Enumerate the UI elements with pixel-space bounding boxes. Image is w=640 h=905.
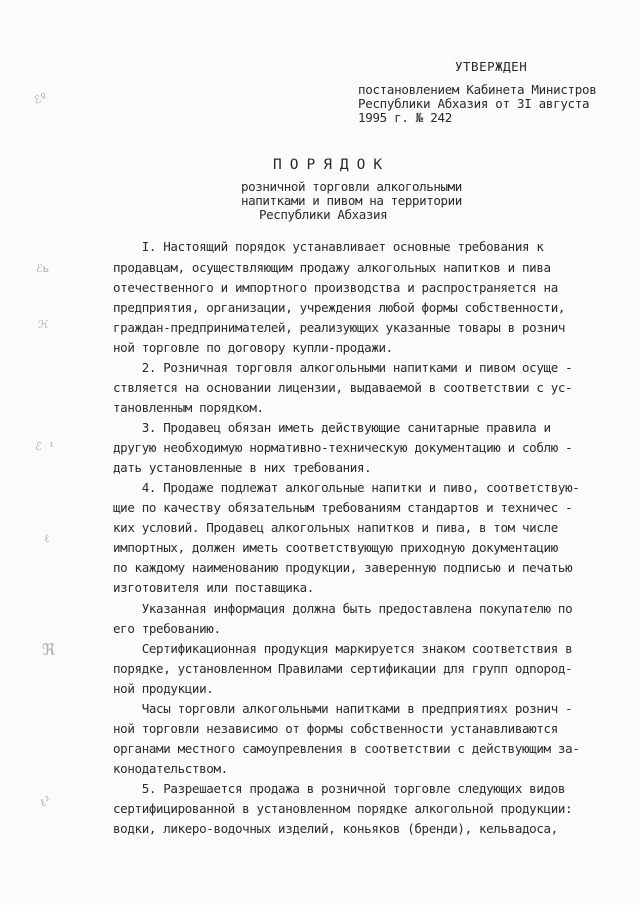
body-line: тановленным порядком. <box>113 400 264 415</box>
body-line: ствляется на основании лицензии, выдаваемой в соответствии с ус- <box>113 380 573 395</box>
body-line: Указанная информация должна быть предоставлена покупателю по <box>113 601 573 616</box>
body-line: 2. Розничная торговля алкогольными напитками и пивом осуще - <box>113 360 573 375</box>
body-line: конодательством. <box>113 761 228 776</box>
body-line: Часы торговли алкогольными напитками в предприятиях рознич - <box>113 701 573 716</box>
body-line: ной торговли независимо от формы собственности устанавливаются <box>113 721 558 736</box>
body-line: ной продукции. <box>113 681 214 696</box>
subtitle-line-2: напитками и пивом на территории <box>241 193 462 208</box>
margin-mark: ℋ <box>38 318 49 331</box>
margin-mark: ℓ <box>44 532 50 545</box>
body-line: изготовителя или поставщика. <box>113 580 314 595</box>
body-line: 5. Разрешается продажа в розничной торговле следующих видов <box>113 781 566 796</box>
body-line: ких условий. Продавец алкогольных напитков и пива, в том числе <box>113 520 558 535</box>
body-line: I. Настоящий порядок устанавливает основные требования к <box>113 239 544 254</box>
body-line: импортных, должен иметь соответствующую приходную документацию <box>113 540 558 555</box>
body-line: 3. Продавец обязан иметь действующие санитарные правила и <box>113 420 551 435</box>
margin-mark: ℰь <box>36 262 50 275</box>
body-line: дать установленные в них требования. <box>113 460 372 475</box>
body-line: граждан-предпринимателей, реализующих указанные товары в рознич <box>113 320 566 335</box>
subtitle-line-1: розничной торговли алкогольными <box>241 179 462 194</box>
body-line: органами местного самоупревления в соответствии с действующим за- <box>113 741 580 756</box>
subtitle-line-3: Республики Абхазия <box>259 207 388 222</box>
body-line: Сертификационная продукция маркируется знаком соответствия в <box>113 641 573 656</box>
approval-line-1: постановлением Кабинета Министров <box>358 82 597 97</box>
margin-mark: ℰº <box>32 90 50 107</box>
approval-line-2: Республики Абхазия от 3I августа <box>358 96 590 111</box>
document-title: ПОРЯДОК <box>273 157 391 173</box>
body-line: водки, ликеро-водочных изделий, коньяков (бренди), кельвадоса, <box>113 821 558 836</box>
body-line: продавцам, осуществляющим продажу алкогольных напитков и пива <box>113 260 551 275</box>
approval-heading: УТВЕРЖДЕН <box>455 59 528 74</box>
body-line: предприятия, организации, учреждения любой формы собственности, <box>113 300 566 315</box>
approval-line-3: 1995 г. № 242 <box>358 110 452 125</box>
body-line: другую необходимую нормативно-техническую документацию и соблю - <box>113 440 573 455</box>
body-line: по каждому наименованию продукции, заверенную подписью и печатью <box>113 560 573 575</box>
margin-mark: ℜ <box>42 640 56 659</box>
margin-mark: ℓ² <box>37 793 55 810</box>
body-line: щие по качеству обязательным требованиям стандартов и техничес - <box>113 500 573 515</box>
body-line: сертифицированной в установленном порядке алкогольной продукции: <box>113 801 573 816</box>
body-line: ной торговле по договору купли-продажи. <box>113 340 393 355</box>
margin-mark: ℰ ¹ <box>35 440 55 453</box>
body-line: отечественного и импортного производства и распространяется на <box>113 280 558 295</box>
body-line: его требованию. <box>113 621 221 636</box>
body-line: порядке, установленном Правилами сертификации для групп одnoрод- <box>113 661 573 676</box>
body-line: 4. Продаже подлежат алкогольные напитки и пиво, соответствую- <box>113 480 580 495</box>
